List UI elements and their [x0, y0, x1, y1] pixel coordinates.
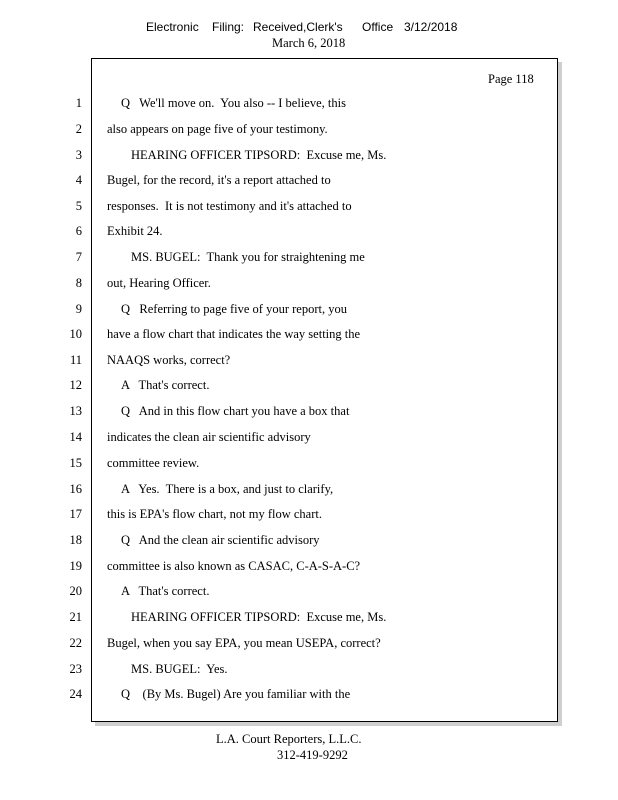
transcript-line — [0, 146, 618, 164]
line-text: responses. It is not testimony and it's attached to — [107, 199, 352, 213]
transcript-line — [0, 351, 618, 369]
transcript-line — [0, 402, 618, 420]
line-number: 13 — [69, 404, 82, 418]
transcript-line — [0, 505, 618, 523]
line-number: 3 — [75, 148, 82, 162]
transcript-line — [0, 634, 618, 652]
line-number: 9 — [75, 302, 82, 316]
transcript-line — [0, 660, 618, 678]
hearing-date: March 6, 2018 — [272, 36, 346, 50]
line-text: MS. BUGEL: Thank you for straightening me — [131, 250, 365, 264]
transcript-line — [0, 197, 618, 215]
line-number: 8 — [75, 276, 82, 290]
transcript-line — [0, 428, 618, 446]
line-text: A That's correct. — [121, 378, 210, 392]
line-text: also appears on page five of your testimony. — [107, 122, 328, 136]
line-number: 23 — [69, 662, 82, 676]
stamp-filing: Filing: — [212, 20, 245, 34]
line-number: 10 — [69, 327, 82, 341]
reporter-company: L.A. Court Reporters, L.L.C. — [216, 732, 362, 746]
line-number: 17 — [69, 507, 82, 521]
transcript-line — [0, 608, 618, 626]
reporter-phone: 312-419-9292 — [277, 748, 348, 762]
line-text: have a flow chart that indicates the way setting the — [107, 327, 361, 341]
stamp-received-clerks: Received,Clerk's — [253, 20, 343, 34]
line-number: 7 — [75, 250, 82, 264]
transcript-line — [0, 531, 618, 549]
transcript-line — [0, 274, 618, 292]
stamp-date: 3/12/2018 — [404, 20, 458, 34]
transcript-line — [0, 94, 618, 112]
transcript-line — [0, 171, 618, 189]
line-text: Bugel, for the record, it's a report attached to — [107, 173, 331, 187]
page-number: Page 118 — [488, 72, 534, 86]
line-text: HEARING OFFICER TIPSORD: Excuse me, Ms. — [131, 610, 387, 624]
line-text: Q And the clean air scientific advisory — [121, 533, 320, 547]
line-text: HEARING OFFICER TIPSORD: Excuse me, Ms. — [131, 148, 387, 162]
line-text: NAAQS works, correct? — [107, 353, 231, 367]
transcript-line — [0, 325, 618, 343]
line-text: Q We'll move on. You also -- I believe, this — [121, 96, 346, 110]
line-text: A That's correct. — [121, 584, 210, 598]
line-number: 1 — [75, 96, 82, 110]
line-text: this is EPA's flow chart, not my flow chart. — [107, 507, 322, 521]
line-text: indicates the clean air scientific advisory — [107, 430, 311, 444]
line-number: 5 — [75, 199, 82, 213]
line-text: out, Hearing Officer. — [107, 276, 211, 290]
line-text: Q And in this flow chart you have a box that — [121, 404, 350, 418]
line-text: Bugel, when you say EPA, you mean USEPA, correct? — [107, 636, 381, 650]
line-text: committee review. — [107, 456, 200, 470]
transcript-line — [0, 120, 618, 138]
line-number: 14 — [69, 430, 82, 444]
transcript-line — [0, 300, 618, 318]
line-number: 22 — [69, 636, 82, 650]
line-number: 20 — [69, 584, 82, 598]
line-number: 6 — [75, 224, 82, 238]
line-number: 19 — [69, 559, 82, 573]
line-number: 16 — [69, 482, 82, 496]
line-text: committee is also known as CASAC, C-A-S-A-C? — [107, 559, 361, 573]
transcript-line — [0, 248, 618, 266]
transcript-line — [0, 454, 618, 472]
line-text: Q Referring to page five of your report, you — [121, 302, 347, 316]
transcript-line — [0, 376, 618, 394]
transcript-line — [0, 480, 618, 498]
line-text: A Yes. There is a box, and just to clarify, — [121, 482, 334, 496]
line-number: 15 — [69, 456, 82, 470]
line-text: Q (By Ms. Bugel) Are you familiar with the — [121, 687, 351, 701]
line-number: 2 — [75, 122, 82, 136]
transcript-line — [0, 222, 618, 240]
line-number: 11 — [69, 353, 82, 367]
stamp-office: Office — [362, 20, 394, 34]
transcript-line — [0, 685, 618, 703]
line-number: 24 — [69, 687, 82, 701]
line-text: Exhibit 24. — [107, 224, 163, 238]
line-number: 18 — [69, 533, 82, 547]
line-number: 4 — [75, 173, 82, 187]
line-number: 12 — [69, 378, 82, 392]
line-text: MS. BUGEL: Yes. — [131, 662, 228, 676]
line-number: 21 — [69, 610, 82, 624]
transcript-line — [0, 582, 618, 600]
stamp-electronic: Electronic — [146, 20, 199, 34]
transcript-line — [0, 557, 618, 575]
